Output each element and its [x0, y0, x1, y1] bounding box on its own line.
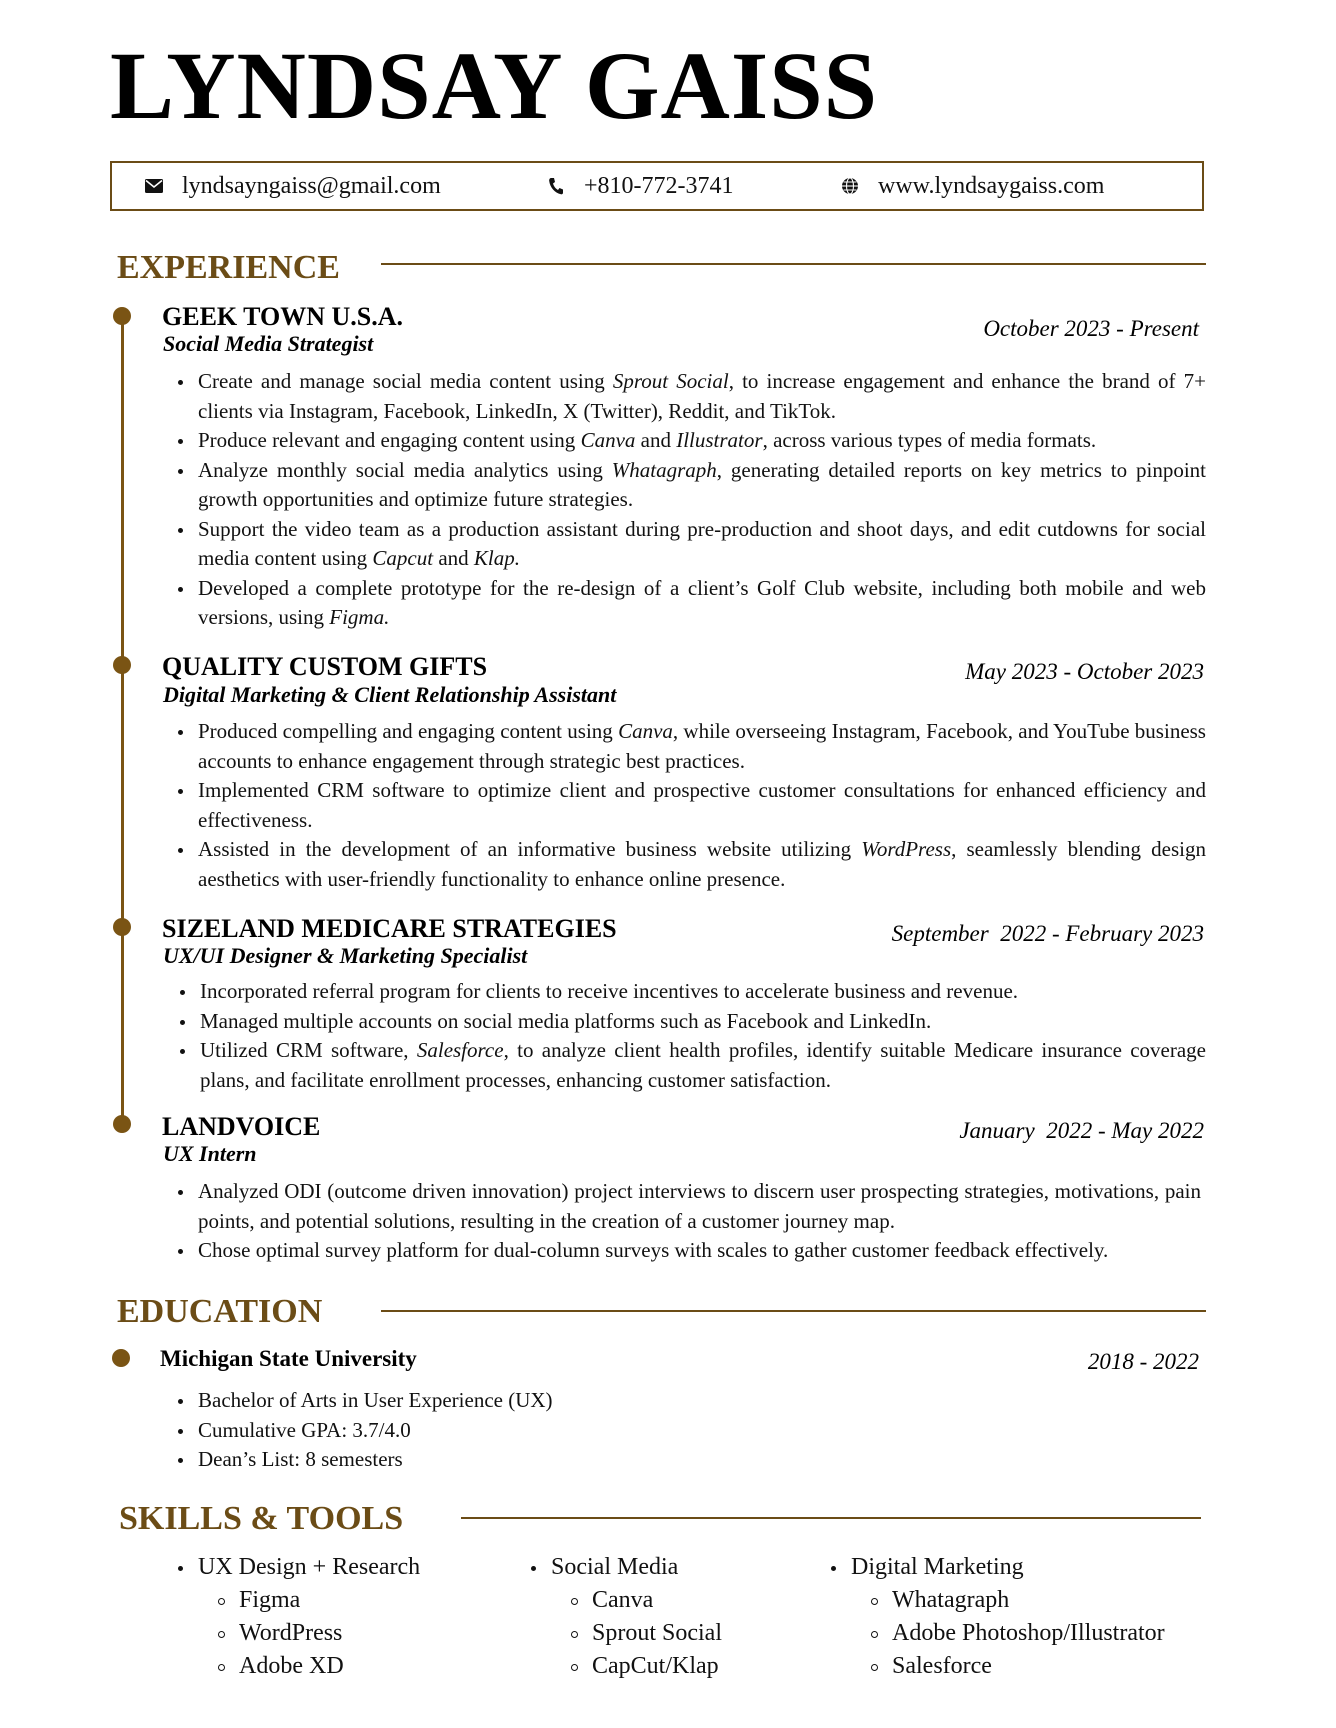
job-bullets [198, 717, 1206, 894]
school-name: Michigan State University [160, 1346, 417, 1371]
skill-item: Adobe XD [239, 1650, 420, 1683]
education-heading: EDUCATION [117, 1293, 323, 1330]
skills-column [851, 1551, 1165, 1683]
job-dates: September 2022 - February 2023 [891, 921, 1204, 946]
job-bullet: Managed multiple accounts on social media platforms such as Facebook and LinkedIn. [200, 1007, 1206, 1037]
tool-name: Illustrator [676, 428, 763, 452]
job-bullet: Analyzed ODI (outcome driven innovation) project interviews to discern user prospecting strategies, motivations, pain points, and potential solutions, resulting in the creation of a customer journey map. [198, 1177, 1201, 1236]
skill-item: WordPress [239, 1617, 420, 1650]
globe-icon [840, 176, 860, 196]
job-title: Digital Marketing & Client Relationship Assistant [163, 682, 617, 707]
skill-category: Digital Marketing [851, 1551, 1165, 1584]
email-text[interactable]: lyndsayngaiss@gmail.com [182, 172, 441, 199]
job-bullet: Chose optimal survey platform for dual-column surveys with scales to gather customer feedback effectively. [198, 1236, 1201, 1266]
education-bullets [198, 1386, 1206, 1475]
contact-bar [110, 161, 1204, 211]
education-bullet: Bachelor of Arts in User Experience (UX) [198, 1386, 1206, 1416]
job-bullet: Analyze monthly social media analytics using Whatagraph, generating detailed reports on key metrics to pinpoint growth opportunities and optimize future strategies. [198, 456, 1206, 515]
experience-rule [381, 263, 1206, 265]
contact-phone[interactable] [546, 163, 734, 209]
job-dates: January 2022 - May 2022 [959, 1118, 1204, 1143]
tool-name: WordPress [861, 837, 952, 861]
job-company: GEEK TOWN U.S.A. [162, 302, 404, 331]
skills-rule [461, 1517, 1201, 1519]
education-rule [381, 1310, 1206, 1312]
skill-item: Sprout Social [592, 1617, 722, 1650]
timeline-dot [113, 656, 131, 674]
contact-website[interactable] [840, 163, 1104, 209]
job-company: LANDVOICE [162, 1112, 321, 1141]
job-bullet: Assisted in the development of an informative business website utilizing WordPress, seamlessly blending design aesthetics with user-friendly functionality to enhance online presence. [198, 835, 1206, 894]
candidate-name: LYNDSAY GAISS [110, 32, 879, 139]
tool-name: Salesforce [416, 1038, 504, 1062]
job-dates: May 2023 - October 2023 [965, 659, 1204, 684]
skill-item: Adobe Photoshop/Illustrator [892, 1617, 1165, 1650]
job-dates: October 2023 - Present [983, 316, 1199, 341]
job-bullet: Incorporated referral program for clients to receive incentives to accelerate business and revenue. [200, 977, 1206, 1007]
job-bullets [198, 1177, 1201, 1266]
experience-heading: EXPERIENCE [117, 249, 340, 286]
tool-name: Sprout Social [612, 369, 729, 393]
tool-name: Whatagraph [611, 457, 717, 482]
phone-text[interactable]: +810-772-3741 [584, 172, 734, 199]
skills-heading: SKILLS & TOOLS [119, 1500, 404, 1537]
website-text[interactable]: www.lyndsaygaiss.com [878, 172, 1105, 199]
tool-name: Canva [618, 719, 673, 743]
skills-column [551, 1551, 722, 1683]
skill-item: Salesforce [892, 1650, 1165, 1683]
skill-item: CapCut/Klap [592, 1650, 722, 1683]
job-bullets [198, 367, 1206, 633]
timeline-dot [113, 918, 131, 936]
phone-icon [546, 176, 566, 196]
skills-column [198, 1551, 420, 1683]
job-title: UX/UI Designer & Marketing Specialist [163, 943, 528, 968]
job-bullet: Developed a complete prototype for the re-design of a client’s Golf Club website, including both mobile and web versions, using Figma. [198, 574, 1206, 633]
job-bullet: Support the video team as a production assistant during pre-production and shoot days, and edit cutdowns for social media content using Capcut and Klap. [198, 515, 1206, 574]
tool-name: Canva [580, 428, 636, 452]
job-company: QUALITY CUSTOM GIFTS [162, 652, 488, 681]
skill-item: Whatagraph [892, 1584, 1165, 1617]
education-bullet: Dean’s List: 8 semesters [198, 1445, 1206, 1475]
job-bullet: Produce relevant and engaging content using Canva and Illustrator, across various types of media formats. [198, 426, 1206, 456]
timeline-dot [113, 307, 131, 325]
job-bullet: Utilized CRM software, Salesforce, to analyze client health profiles, identify suitable Medicare insurance coverage plans, and facilitate enrollment processes, enhancing customer satisfaction. [200, 1036, 1206, 1095]
job-bullet: Create and manage social media content using Sprout Social, to increase engagement and enhance the brand of 7+ clients via Instagram, Facebook, LinkedIn, X (Twitter), Reddit, and TikTok. [198, 367, 1206, 426]
job-bullet: Produced compelling and engaging content using Canva, while overseeing Instagram, Facebook, and YouTube business accounts to enhance engagement through strategic best practices. [198, 717, 1206, 776]
skill-item: Canva [592, 1584, 722, 1617]
skill-category: Social Media [551, 1551, 722, 1584]
tool-name: Capcut [372, 546, 434, 570]
tool-name: Klap. [473, 546, 520, 570]
education-bullet: Cumulative GPA: 3.7/4.0 [198, 1416, 1206, 1446]
job-bullet: Implemented CRM software to optimize client and prospective customer consultations for enhanced efficiency and effectiveness. [198, 776, 1206, 835]
job-title: Social Media Strategist [163, 331, 374, 356]
tool-name: Figma. [329, 605, 390, 629]
timeline-line [121, 316, 124, 1128]
skill-category: UX Design + Research [198, 1551, 420, 1584]
contact-email[interactable] [144, 163, 441, 209]
envelope-icon [144, 176, 164, 196]
skill-item: Figma [239, 1584, 420, 1617]
job-company: SIZELAND MEDICARE STRATEGIES [162, 914, 617, 943]
education-dates: 2018 - 2022 [1087, 1349, 1199, 1374]
timeline-dot [113, 1115, 131, 1133]
job-bullets [200, 977, 1206, 1095]
education-dot [112, 1349, 130, 1367]
job-title: UX Intern [163, 1141, 257, 1166]
